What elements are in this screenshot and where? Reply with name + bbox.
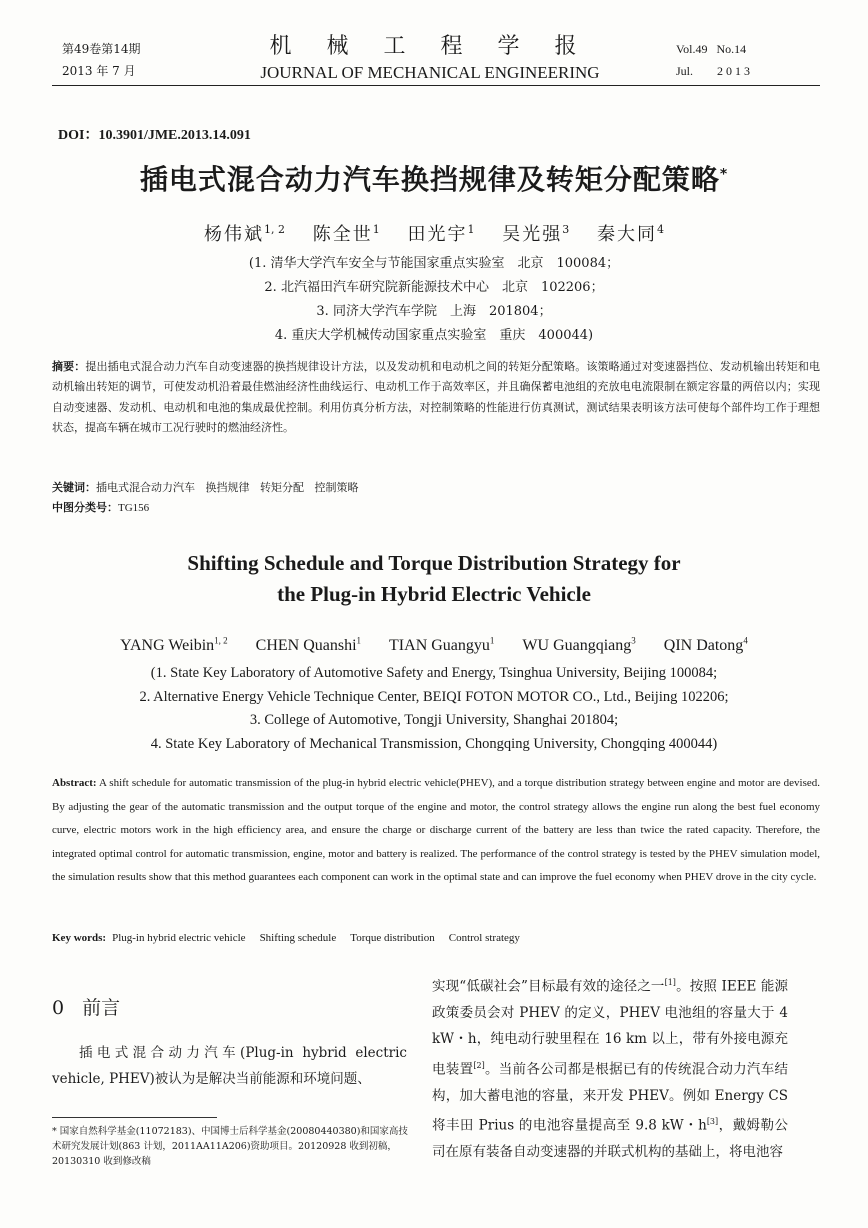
volume-en: Vol.49 [676,42,708,56]
year-en: 2013 [717,64,754,78]
header-left [62,38,141,82]
keywords-cn-label: 关键词： [52,481,96,494]
affiliation-cn: 2. 北汽福田汽车研究院新能源技术中心 北京 102206； [264,280,604,295]
journal-title-block [240,32,620,84]
authors-cn [40,220,828,246]
keywords-en [52,932,534,944]
abstract-cn-label: 摘要： [52,360,86,373]
volume-issue-cn: 第49卷第14期 [62,42,141,56]
citation-ref: [1] [664,978,676,987]
section-title: 前言 [82,997,121,1019]
number-en: No.14 [716,42,747,56]
abstract-cn-text: 提出插电式混合动力汽车自动变速器的换挡规律设计方法，以及发动机和电动机之间的转矩分配策略。该策略通过对变速器挡位、发动机输出转矩和电动机输出转矩的调节，可使发动机沿着最佳燃油经济性曲线运行、电动机工作于高效率区，并且确保蓄电池组的充放电电流限制在额定容量的两倍以内；实现自动变速器、发动机、电动机和电池的集成最优控制。利用仿真分析方法，对控制策略的性能进行仿真测试，测试结果表明该方法可使每个部件均工作于理想状态，提高车辆在城市工况行驶时的燃油经济性。 [52,360,821,434]
keyword-cn: 插电式混合动力汽车 [96,481,195,494]
header-right [676,38,753,82]
author-en: WU Guangqiang$^3$ [522,636,636,655]
abstract-en-text: A shift schedule for automatic transmission of the plug-in hybrid electric vehicle(PHEV), and a torque distribution strategy between engine and motor are devised. By adjusting the gear of the automatic transmission and the output torque of the engine and motor, the control strategy allows the engine run along the best fuel economy curve, electric motors work in the high efficiency area, and ensure the charge or discharge current of the battery are less than twice the rated capacity. Therefore, the integrated optimal control for automatic transmission, engine, motor and battery is realized. The performance of the control strategy is tested by the PHEV simulation model, the simulation results show that this method guarantees each component can work in the optimal state and can improve the fuel economy when PHEV drove in the city cycle. [52,777,820,884]
journal-name-cn: 机 械 工 程 学 报 [269,34,591,59]
body-paragraph-left: 插电式混合动力汽车(Plug-in hybrid electric vehicle, PHEV)被认为是解决当前能源和环境问题、 [52,1045,407,1087]
author-cn: 陈全世$^1$ [312,223,380,245]
keywords-en-label: Key words: [52,932,107,944]
abstract-en-label: Abstract: [52,777,97,789]
author-cn: 杨伟斌$^{1, 2}$ [204,223,286,245]
keywords-cn [52,478,359,498]
title-en-line: the Plug-in Hybrid Electric Vehicle [277,582,591,606]
date-cn: 2013 年 7 月 [62,64,136,78]
classification-value: TG156 [118,502,150,514]
paper-title-en [40,548,828,610]
footnote: * 国家自然科学基金(11072183)、中国博士后科学基金(20080440380)和国家高技术研究发展计划(863 计划，2011AA11A206)资助项目。20120928 收到初稿，20130310 收到修改稿 [52,1126,408,1167]
classification-cn [52,498,149,518]
doi: DOI：10.3901/JME.2013.14.091 [58,128,251,143]
author-cn: 田光宇$^1$ [407,223,475,245]
keyword-en: Control strategy [448,932,520,944]
keyword-en: Plug-in hybrid electric vehicle [112,932,246,944]
keyword-cn: 转矩分配 [260,481,304,494]
author-cn: 吴光强$^3$ [502,223,570,245]
affiliation-en: (1. State Key Laboratory of Automotive Safety and Energy, Tsinghua University, Beijing 100084; [150,665,718,681]
abstract-en [52,772,820,890]
affiliation-en: 4. State Key Laboratory of Mechanical Transmission, Chongqing University, Chongqing 400044) [150,735,718,752]
footnote-divider [52,1117,217,1118]
author-cn: 秦大同$^4$ [596,223,664,245]
citation-ref: [3] [706,1117,719,1127]
month-en: Jul. [676,64,694,78]
author-en: CHEN Quanshi$^1$ [255,636,362,655]
author-en: YANG Weibin$^{1, 2}$ [120,636,228,655]
author-en: TIAN Guangyu$^1$ [389,636,495,655]
header-divider [52,85,820,86]
title-cn-footnote-mark: * [719,166,729,183]
keyword-en: Torque distribution [350,932,435,944]
affiliations-cn [40,252,828,348]
body-paragraph-right: 实现“低碳社会”目标最有效的途径之一[1]。按照 IEEE 能源政策委员会对 PHEV 的定义，PHEV 电池组的容量大于 4 kW・h，纯电动行驶里程在 16 km 以上，带有外接电源充电装置[2]。当前各公司都是根据已有的传统混合动力汽车结构，加大蓄电池的容量，来开发 PHEV。例如 Energy CS 将丰田 Prius 的电池容量提高至 9.8 kW・h[3]，戴姆勒公司在原有装备自动变速器的并联式机构的基础上，将电池容 [432,978,788,1160]
affiliation-en: 3. College of Automotive, Tongji University, Shanghai 201804; [249,712,619,728]
author-en: QIN Datong$^4$ [663,636,748,655]
affiliations-en [40,662,828,756]
classification-label: 中图分类号： [52,501,118,514]
title-cn-text: 插电式混合动力汽车换挡规律及转矩分配策略 [139,163,720,196]
affiliation-en: 2. Alternative Energy Vehicle Technique Center, BEIQI FOTON MOTOR CO., Ltd., Beijing 102206; [139,688,729,705]
keyword-cn: 换挡规律 [205,481,250,494]
keyword-en: Shifting schedule [259,932,337,944]
title-en-line: Shifting Schedule and Torque Distribution Strategy for [187,551,681,575]
keyword-cn: 控制策略 [314,481,359,494]
section-heading [52,993,120,1020]
affiliation-cn: 3. 同济大学汽车学院 上海 201804； [316,304,552,319]
citation-ref: [2] [473,1060,485,1070]
affiliation-cn: 4. 重庆大学机械传动国家重点实验室 重庆 400044) [274,328,594,343]
authors-en [40,636,828,655]
paper-title-cn [40,158,828,198]
affiliation-cn: (1. 清华大学汽车安全与节能国家重点实验室 北京 100084； [248,256,620,271]
section-number: 0 [52,997,65,1019]
abstract-cn [52,357,820,438]
journal-name-en: JOURNAL OF MECHANICAL ENGINEERING [260,63,600,82]
